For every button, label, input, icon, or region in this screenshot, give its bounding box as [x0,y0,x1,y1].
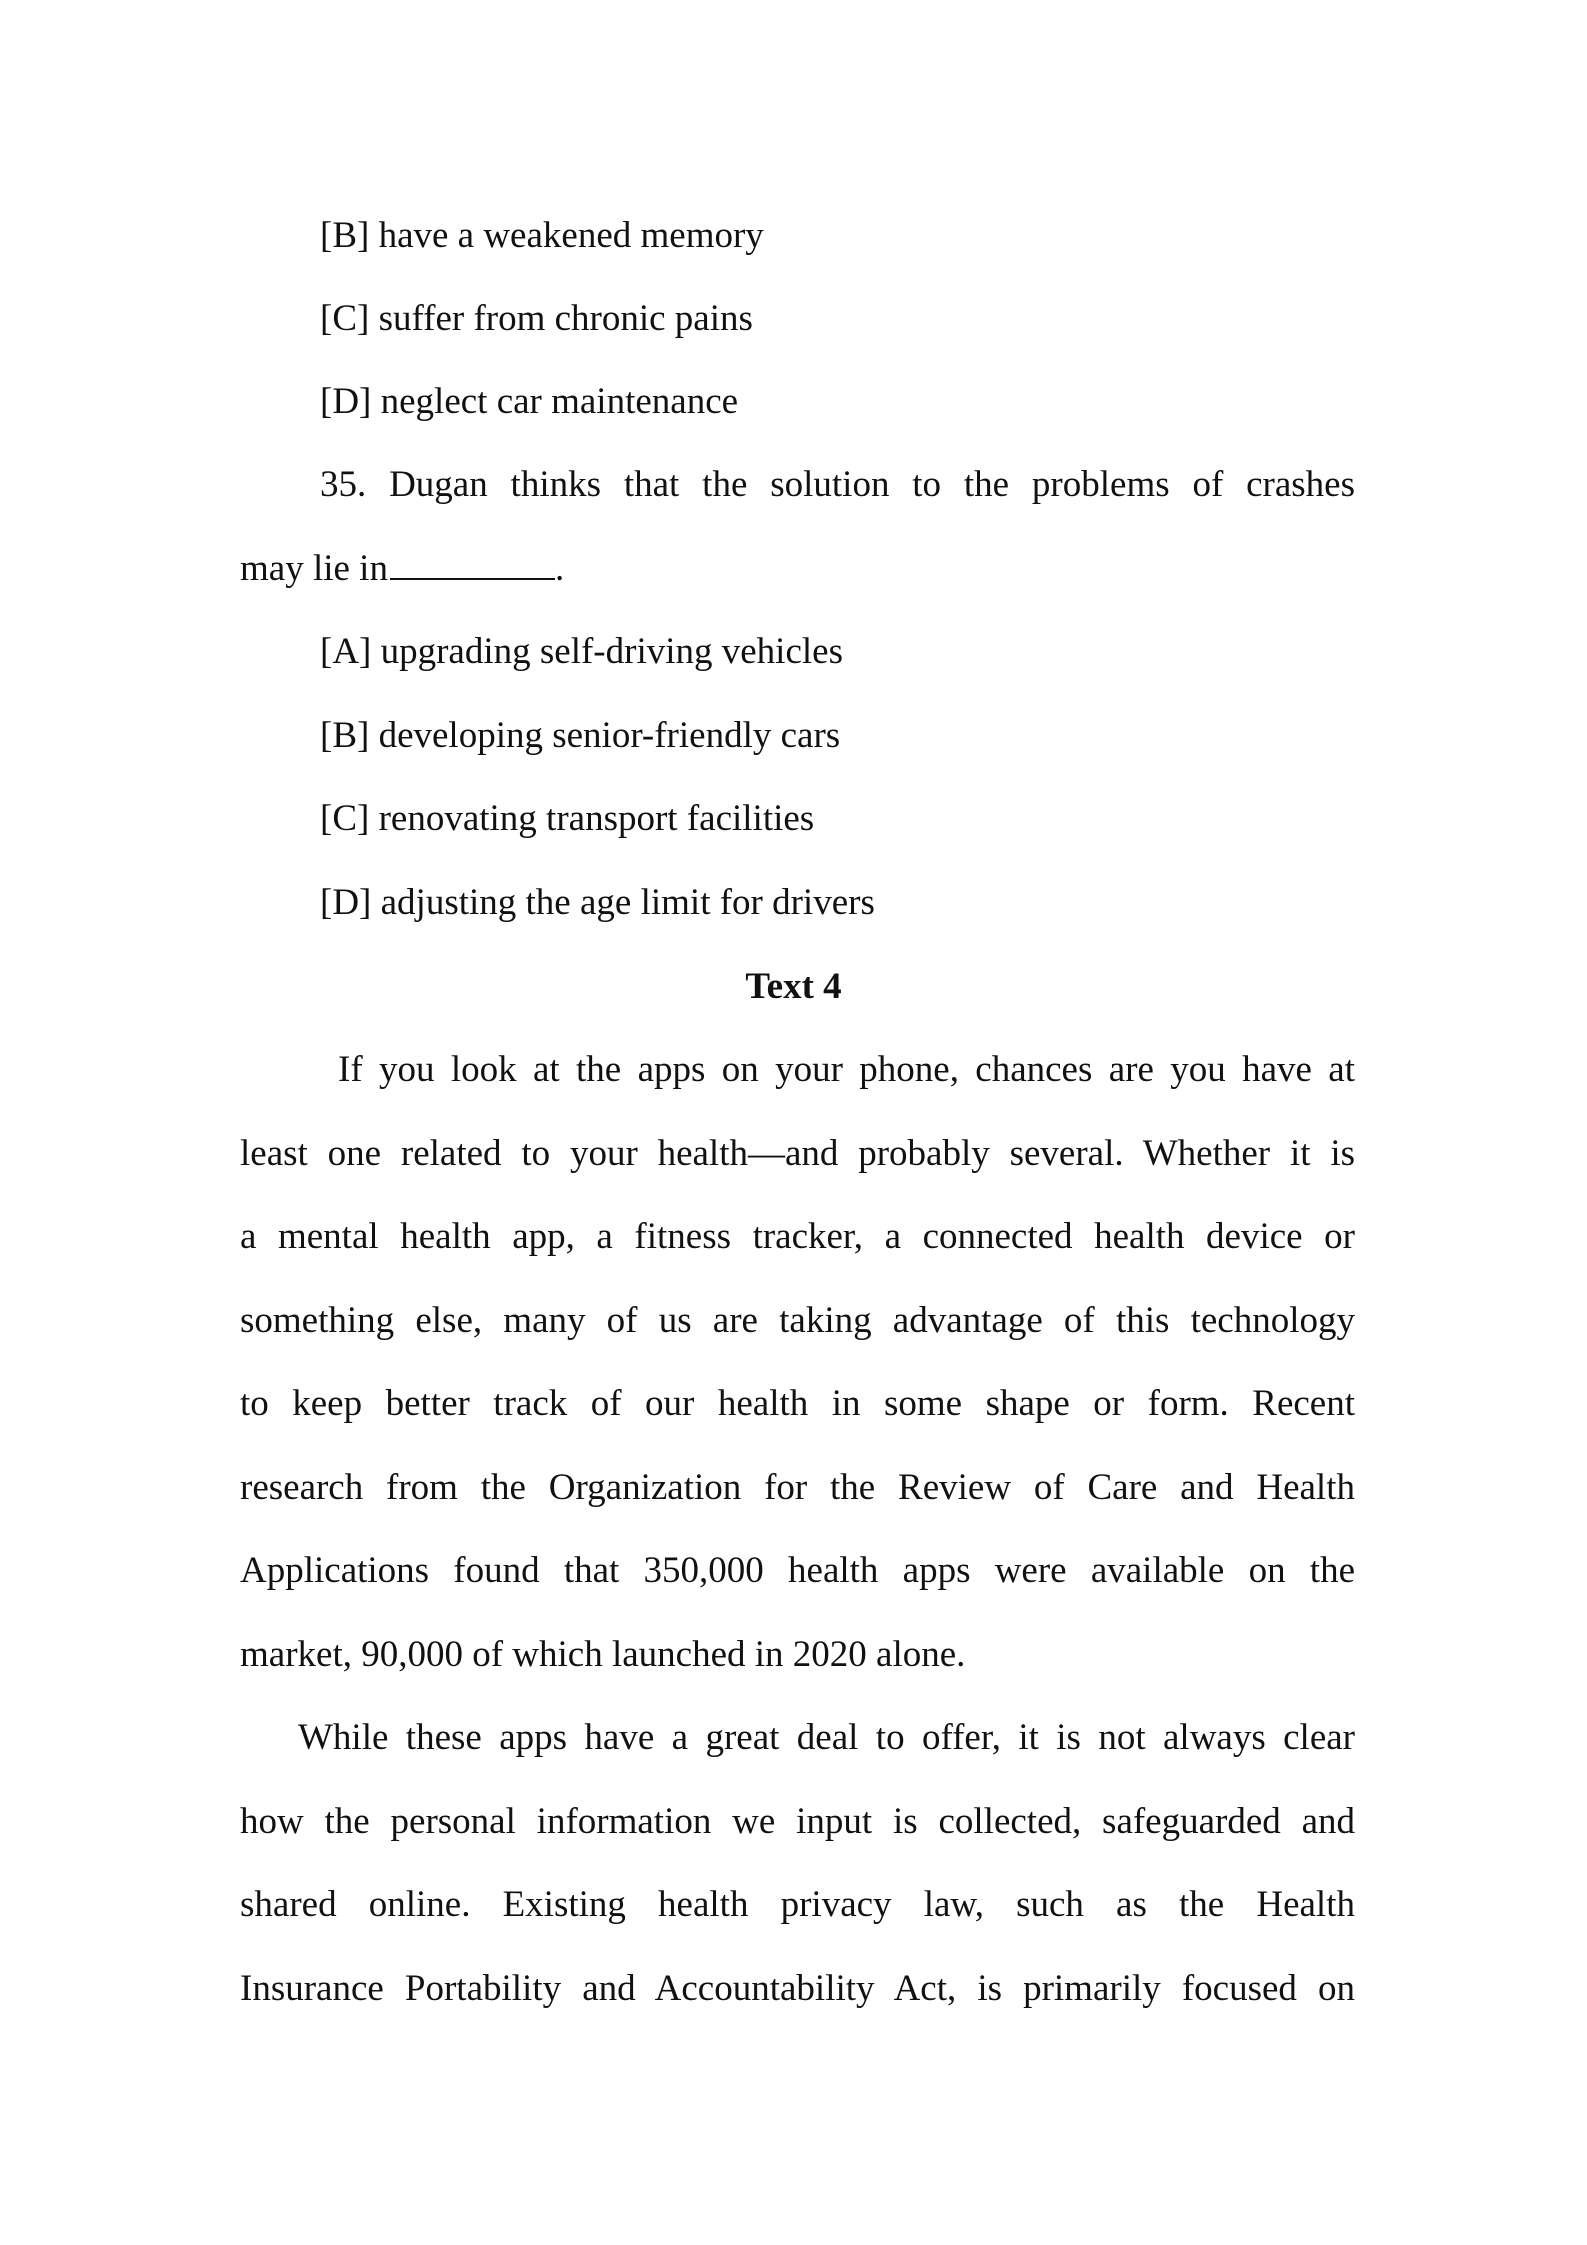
paragraph-1-line: something else, many of us are taking advantage of this technology [240,1300,1355,1341]
q34-option-b: [B] have a weakened memory [320,215,764,256]
answer-blank [390,548,555,580]
paragraph-1-line: a mental health app, a fitness tracker, a connected health device or [240,1216,1355,1257]
q35-option-a: [A] upgrading self-driving vehicles [320,631,843,672]
q35-stem-line2 [240,543,564,595]
q35-stem-prefix: may lie in [240,548,388,589]
q34-option-d: [D] neglect car maintenance [320,381,739,422]
paragraph-1-line: research from the Organization for the Review of Care and Health [240,1467,1355,1508]
q35-stem-line1: 35. Dugan thinks that the solution to the problems of crashes [320,464,1355,505]
q35-stem-suffix: . [554,548,565,589]
paragraph-1-line: least one related to your health—and probably several. Whether it is [240,1133,1355,1174]
paragraph-1-line: to keep better track of our health in some shape or form. Recent [240,1383,1355,1424]
paragraph-1-line: Applications found that 350,000 health apps were available on the [240,1550,1355,1591]
paragraph-1-line: market, 90,000 of which launched in 2020 alone. [240,1634,966,1675]
q35-option-d: [D] adjusting the age limit for drivers [320,882,875,923]
section-heading: Text 4 [745,966,842,1007]
paragraph-2-line: While these apps have a great deal to offer, it is not always clear [298,1717,1355,1758]
paragraph-2-line: how the personal information we input is collected, safeguarded and [240,1801,1355,1842]
paragraph-2-line: shared online. Existing health privacy law, such as the Health [240,1884,1355,1925]
paragraph-2-line: Insurance Portability and Accountability Act, is primarily focused on [240,1968,1355,2009]
q35-option-c: [C] renovating transport facilities [320,798,815,839]
paragraph-1-line: If you look at the apps on your phone, chances are you have at [338,1049,1355,1090]
q34-option-c: [C] suffer from chronic pains [320,298,753,339]
q35-option-b: [B] developing senior-friendly cars [320,715,841,756]
